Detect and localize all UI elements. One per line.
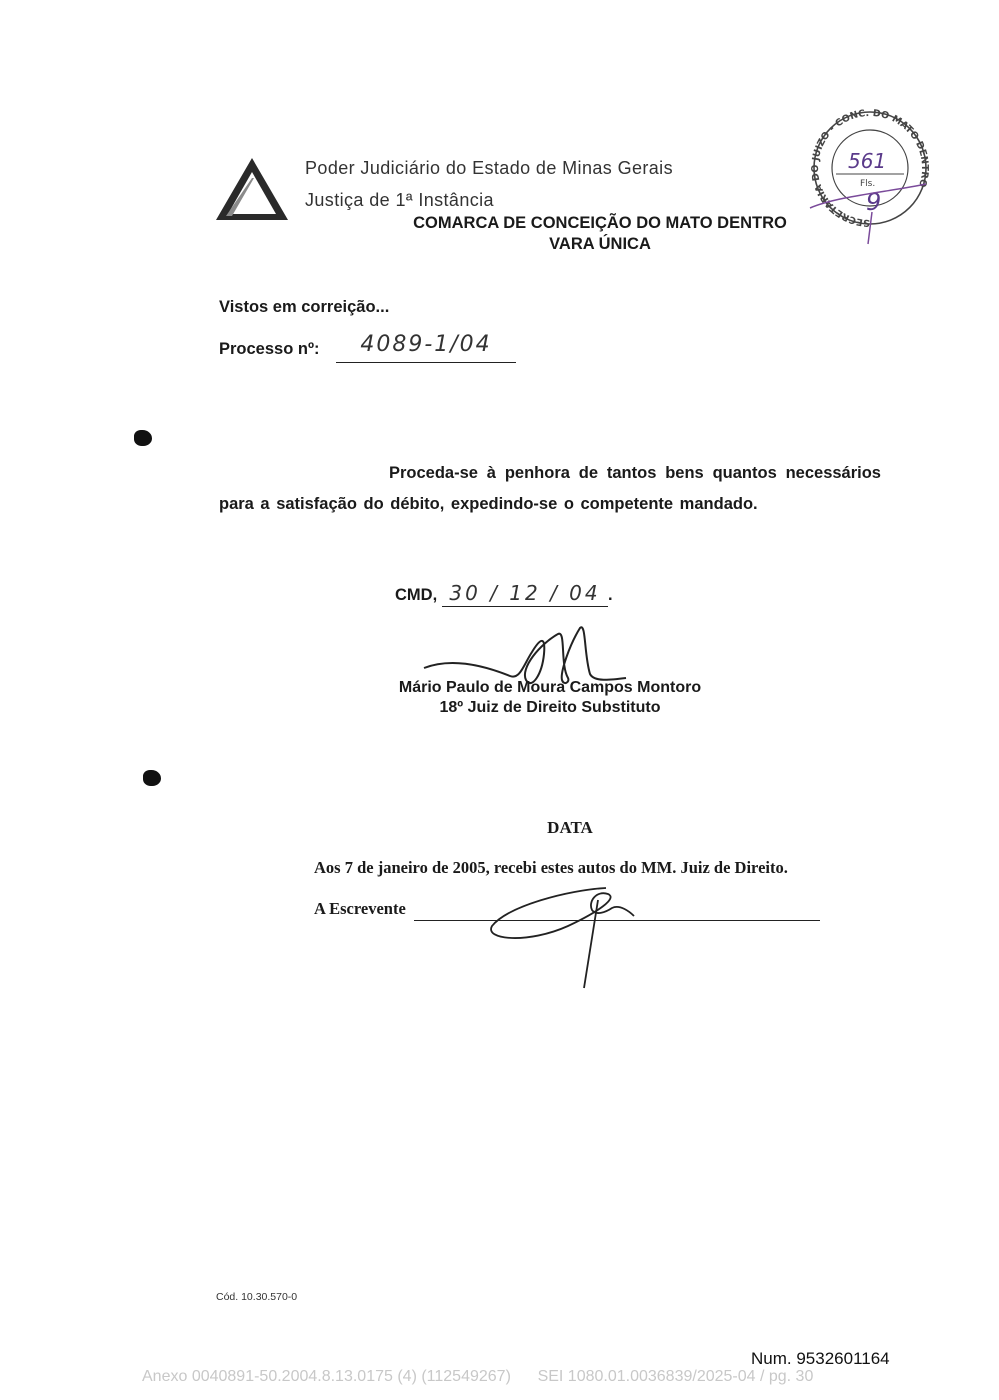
stamp-fls-label: Fls. [860,179,876,189]
stamp-ring-text: SECRETARIA DO JUIZO - CONC. DO MATO DENTRO [810,108,931,229]
escrevente-signature [488,882,638,992]
judge-title: 18º Juiz de Direito Substituto [439,699,661,716]
despacho-text: Proceda-se à penhora de tantos bens quantos necessários para a satisfação do débito, expedindo-se o competente mandado. [219,464,881,513]
processo-label: Processo nº: [219,340,320,358]
cmd-period: . [608,586,613,604]
punch-hole [143,770,161,786]
document-number: Num. 9532601164 [751,1349,890,1368]
stamp-page-number: 561 [848,149,887,173]
vistos-label: Vistos em correição... [219,298,390,316]
institution-instance: Justiça de 1ª Instância [305,190,494,210]
tjmg-logo [214,156,290,222]
court-stamp [808,108,932,246]
sei-reference: SEI 1080.01.0036839/2025-04 / pg. 30 [537,1368,814,1385]
judge-name: Mário Paulo de Moura Campos Montoro [398,679,702,696]
annex-reference: Anexo 0040891-50.2004.8.13.0175 (4) (112549267) [142,1368,511,1385]
cmd-date-handwritten: 30 / 12 / 04 [442,580,608,607]
escrevente-label: A Escrevente [314,899,406,918]
annex-footer [142,1368,902,1386]
comarca-title: COMARCA DE CONCEIÇÃO DO MATO DENTRO [413,214,787,232]
institution-name: Poder Judiciário do Estado de Minas Gerais [305,158,673,178]
form-code: Cód. 10.30.570-0 [216,1291,298,1303]
received-text: Aos 7 de janeiro de 2005, recebi estes autos do MM. Juiz de Direito. [314,858,788,877]
stamp-initial: 9 [866,188,882,216]
processo-number-handwritten: 4089-1/04 [336,330,516,363]
data-section-title: DATA [547,818,593,837]
punch-hole [134,430,152,446]
cmd-label: CMD, [395,586,438,604]
vara-title: VARA ÚNICA [549,235,651,253]
